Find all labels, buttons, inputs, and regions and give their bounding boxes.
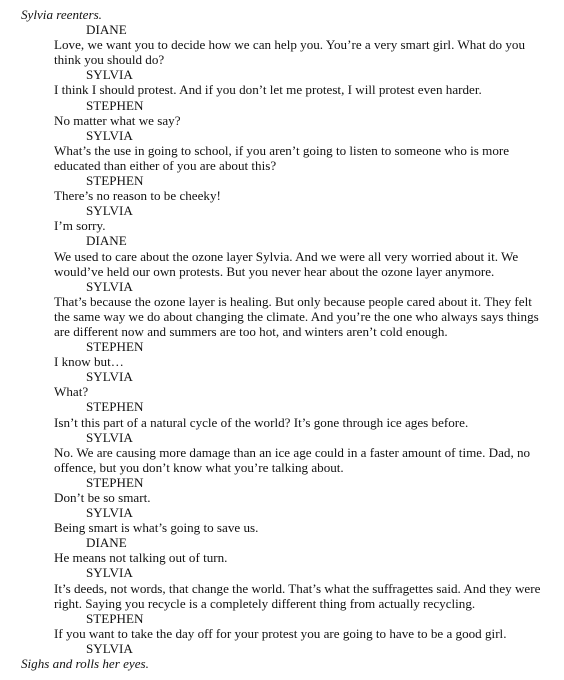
speaker-name: STEPHEN <box>86 474 144 490</box>
dialogue-line: I’m sorry. <box>54 218 106 234</box>
dialogue-line: I know but… <box>54 354 124 370</box>
dialogue-line: Don’t be so smart. <box>54 490 151 505</box>
dialogue-line: We used to care about the ozone layer Sylvia. And we were all very worried about it. We would’ve held our own protests. But you never hear about the ozone layer anymore. <box>54 248 519 279</box>
dialogue-block <box>0 279 564 339</box>
speaker-name: SYLVIA <box>86 640 133 656</box>
dialogue-block <box>0 173 564 203</box>
dialogue-line: That’s because the ozone layer is healing. But only because people cared about it. They felt the same way we do about changing the climate. And you’re the one who always says things are different now and summers are too hot, and winters aren’t cold enough. <box>54 293 539 339</box>
dialogue-block <box>0 339 564 369</box>
dialogue-block <box>0 430 564 475</box>
dialogue-block <box>0 505 564 535</box>
speaker-name: STEPHEN <box>86 610 144 626</box>
speaker-name: SYLVIA <box>86 505 133 521</box>
dialogue-line: He means not talking out of turn. <box>54 550 228 566</box>
dialogue-block <box>0 399 564 429</box>
dialogue-block <box>0 535 564 565</box>
dialogue-line: There’s no reason to be cheeky! <box>54 188 221 204</box>
dialogue-block <box>0 369 564 399</box>
dialogue-block <box>0 475 564 505</box>
speaker-name: STEPHEN <box>86 97 144 113</box>
speaker-name: SYLVIA <box>86 429 133 445</box>
dialogue-block <box>0 203 564 233</box>
speaker-name: SYLVIA <box>86 127 133 143</box>
dialogue-line: No matter what we say? <box>54 112 181 128</box>
speaker-name: DIANE <box>86 535 127 551</box>
dialogue-line: Being smart is what’s going to save us. <box>54 520 259 536</box>
speaker-name: SYLVIA <box>86 565 133 581</box>
speaker-name: SYLVIA <box>86 67 133 83</box>
dialogue-block <box>0 98 564 128</box>
dialogue-line: It’s deeds, not words, that change the world. That’s what the suffragettes said. And they were right. Saying you recycle is a completely different thing from actually recycling. <box>54 580 541 611</box>
speaker-name: STEPHEN <box>86 399 144 415</box>
speaker-name: STEPHEN <box>86 339 144 355</box>
dialogue-block <box>0 233 564 278</box>
speaker-name: STEPHEN <box>86 173 144 189</box>
dialogue-line: Isn’t this part of a natural cycle of the world? It’s gone through ice ages before. <box>54 414 469 430</box>
dialogue-block <box>0 67 564 97</box>
dialogue-line: Love, we want you to decide how we can help you. You’re a very smart girl. What do you think you should do? <box>54 37 526 68</box>
speaker-name: DIANE <box>86 233 127 249</box>
dialogue-line: What? <box>54 384 89 400</box>
dialogue-line: If you want to take the day off for your protest you are going to have to be a good girl. <box>54 625 507 641</box>
dialogue-block <box>0 565 564 610</box>
stage-direction-closing: Sighs and rolls her eyes. <box>21 656 149 672</box>
speaker-name: SYLVIA <box>86 369 133 385</box>
dialogue-block <box>0 611 564 641</box>
dialogue-block <box>0 128 564 173</box>
speaker-name: DIANE <box>86 22 127 38</box>
dialogue-line: I think I should protest. And if you don’t let me protest, I will protest even harder. <box>54 82 482 98</box>
speaker-name: SYLVIA <box>86 203 133 219</box>
dialogue-block <box>0 22 564 67</box>
dialogue-line: No. We are causing more damage than an ice age could in a faster amount of time. Dad, no offence, but you don’t know what you’re talking about. <box>54 444 531 475</box>
speaker-name: SYLVIA <box>86 278 133 294</box>
dialogue-block <box>0 641 564 656</box>
stage-direction-opening: Sylvia reenters. <box>21 7 102 22</box>
dialogue-line: What’s the use in going to school, if you aren’t going to listen to someone who is more educated than either of you are about this? <box>54 142 510 173</box>
